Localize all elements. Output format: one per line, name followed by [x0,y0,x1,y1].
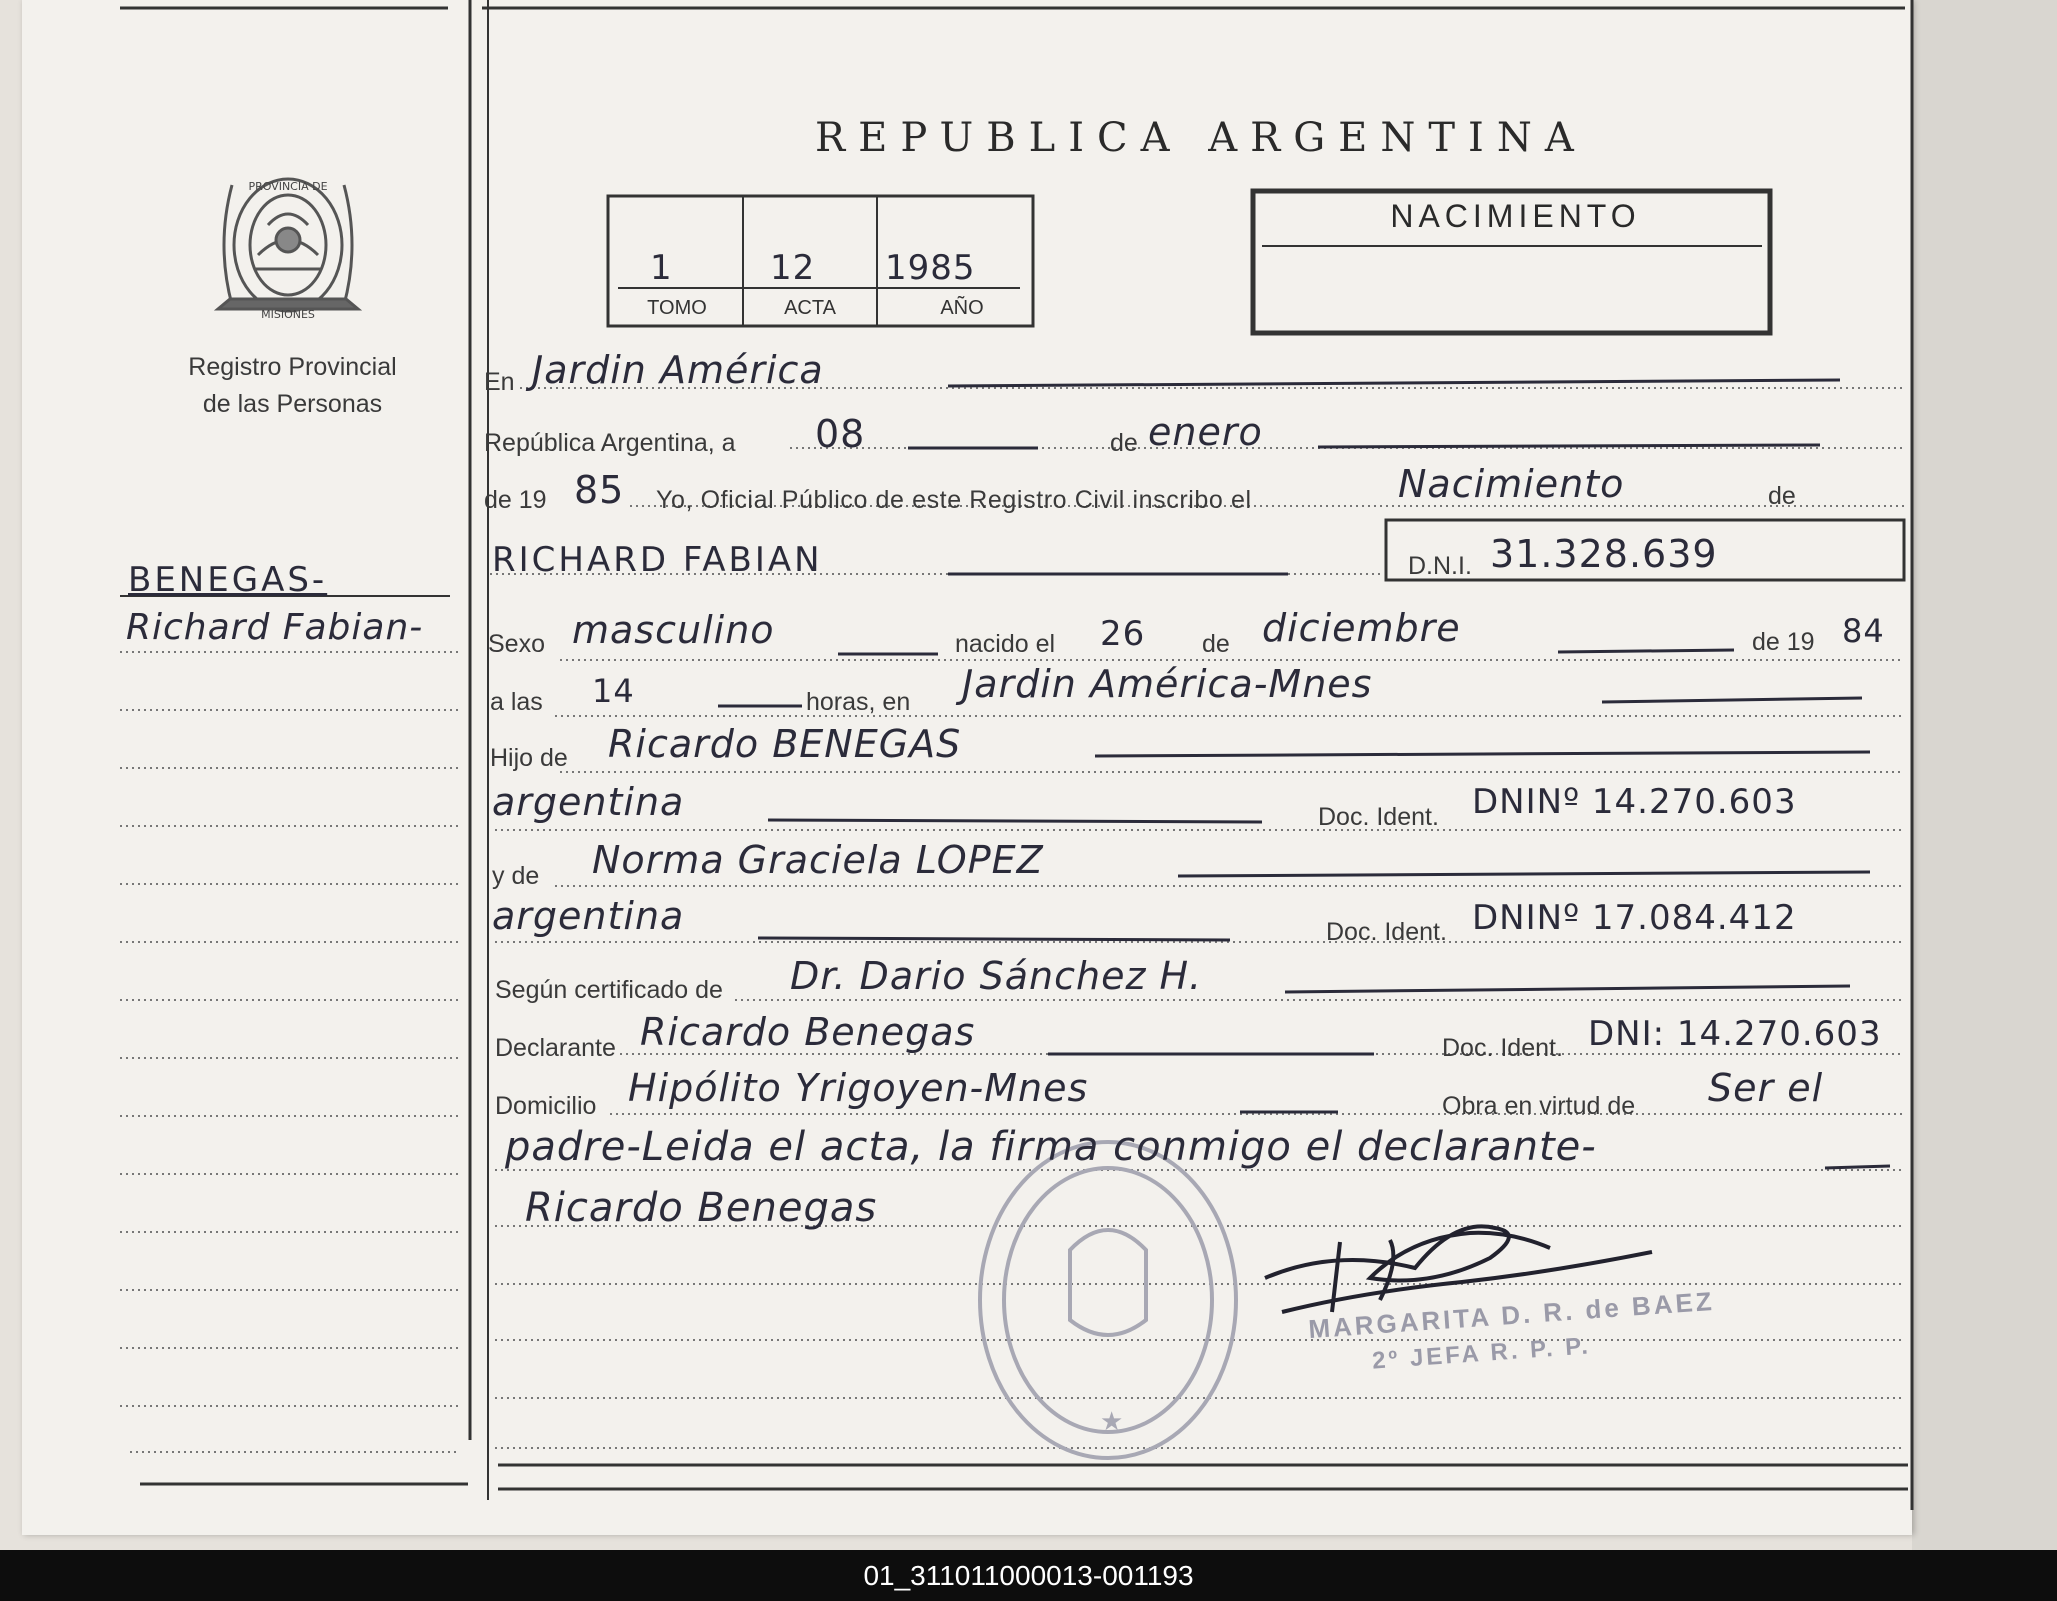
tomo-label: TOMO [647,297,707,319]
ano-label: AÑO [940,297,984,319]
nacido-month: diciembre [1262,606,1461,650]
acta-value: 12 [770,248,816,288]
padre-nacionalidad: argentina [492,780,685,824]
sexo-value: masculino [572,608,775,652]
hora-value: 14 [592,672,635,710]
padre-doc: DNINº 14.270.603 [1472,782,1797,822]
dni-label: D.N.I. [1408,552,1472,580]
de-label-2: de [1768,482,1796,510]
margin-names: Richard Fabian- [126,607,424,648]
republica-label: República Argentina, a [484,429,736,457]
image-caption: 01_311011000013-001193 [0,1550,2057,1601]
obra-continuation: padre-Leida el acta, la firma conmigo el declarante- [505,1124,1597,1170]
nacido-label: nacido el [955,630,1056,658]
alas-label: a las [490,688,543,716]
margin-surname: BENEGAS- [128,560,328,600]
madre-doc: DNINº 17.084.412 [1472,898,1797,938]
nombre-value: RICHARD FABIAN [492,540,823,580]
declarante-value: Ricardo Benegas [640,1010,976,1054]
acto-value: Nacimiento [1398,462,1625,506]
en-value: Jardin América [532,348,824,392]
declarante-signature: Ricardo Benegas [525,1185,878,1231]
de-label: de [1110,429,1138,457]
official-name-stamp: MARGARITA D. R. de BAEZ [1307,1285,1716,1345]
horas-label: horas, en [806,688,911,716]
office-line2: de las Personas [202,390,383,418]
nacido-year-suffix: 84 [1842,612,1885,650]
sexo-label: Sexo [488,630,545,658]
declarante-label: Declarante [495,1034,616,1062]
doc-label-declarante: Doc. Ident. [1442,1034,1563,1062]
doc-label-madre: Doc. Ident. [1326,918,1447,946]
lugar-value: Jardin América-Mnes [962,662,1373,706]
svg-text:★: ★ [1100,1406,1124,1436]
tomo-value: 1 [650,248,673,288]
country-title: REPUBLICA ARGENTINA [815,115,1587,161]
madre-value: Norma Graciela LOPEZ [592,838,1044,882]
obra-label: Obra en virtud de [1442,1092,1636,1120]
madre-nacionalidad: argentina [492,894,685,938]
de19-label-2: de 19 [1752,628,1815,656]
oficial-text: Yo, Oficial Público de este Registro Civil inscribo el [656,486,1252,514]
declarante-doc: DNI: 14.270.603 [1588,1014,1882,1054]
nacido-day: 26 [1100,614,1146,654]
de-label-3: de [1202,630,1230,658]
year-suffix: 85 [574,468,625,512]
de19-label: de 19 [484,486,547,514]
ano-value: 1985 [885,248,976,288]
obra-value: Ser el [1708,1066,1824,1110]
seal-top-text: PROVINCIA DE [248,180,328,193]
segun-label: Según certificado de [495,976,723,1004]
official-title-stamp: 2º JEFA R. P. P. [1371,1332,1592,1375]
doc-label-padre: Doc. Ident. [1318,803,1439,831]
record-type-label: NACIMIENTO [1390,198,1641,234]
dni-value: 31.328.639 [1490,532,1718,576]
office-line1: Registro Provincial [188,353,397,381]
padre-value: Ricardo BENEGAS [608,722,962,766]
seal-bottom-text: MISIONES [261,308,315,321]
hijo-label: Hijo de [490,744,568,772]
domicilio-label: Domicilio [495,1092,597,1120]
day-value: 08 [815,412,866,456]
domicilio-value: Hipólito Yrigoyen-Mnes [628,1066,1089,1110]
yde-label: y de [492,862,540,890]
month-value: enero [1148,410,1263,454]
en-label: En [484,368,515,396]
acta-label: ACTA [784,297,836,319]
certificante-value: Dr. Dario Sánchez H. [790,954,1203,998]
